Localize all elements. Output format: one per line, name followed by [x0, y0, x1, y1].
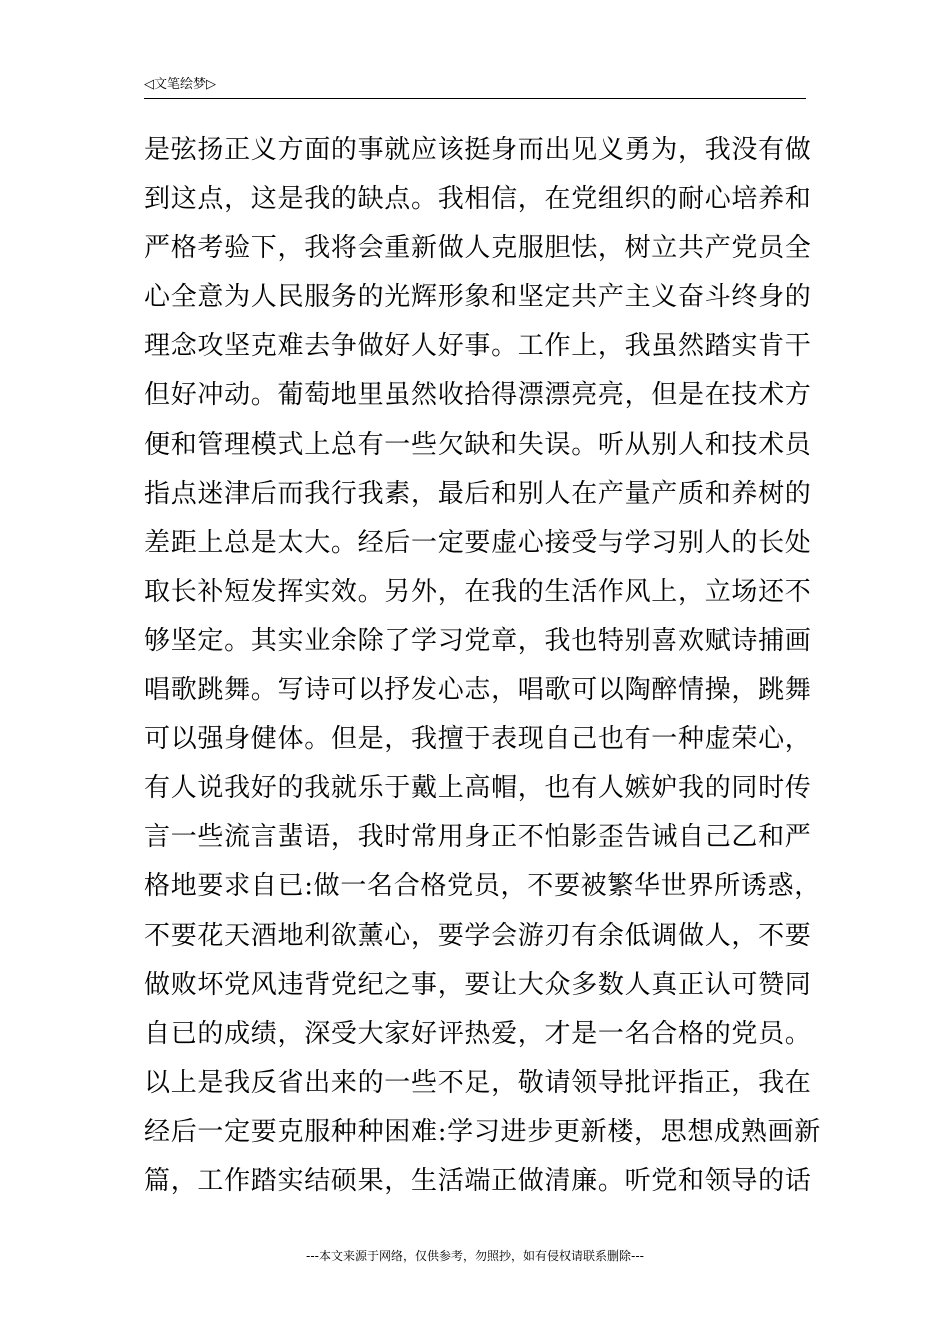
text-line: 唱歌跳舞。写诗可以抒发心志，唱歌可以陶醉情操，跳舞	[144, 675, 812, 706]
text-line: 做败坏党风违背党纪之事，要让大众多数人真正认可赞同	[144, 969, 812, 1000]
text-line: 不要花天酒地利欲薰心，要学会游刃有余低调做人，不要	[144, 920, 812, 951]
page-footer: ---本文来源于网络，仅供参考，勿照抄，如有侵权请联系删除---	[306, 1249, 644, 1263]
text-line: 到这点，这是我的缺点。我相信，在党组织的耐心培养和	[144, 184, 812, 215]
text-line: 差距上总是太大。经后一定要虚心接受与学习别人的长处	[144, 527, 812, 558]
text-line: 格地要求自已:做一名合格党员，不要被繁华世界所诱惑，	[144, 871, 821, 902]
text-line: 严格考验下，我将会重新做人克服胆怯，树立共产党员全	[144, 233, 812, 264]
text-line: 取长补短发挥实效。另外，在我的生活作风上，立场还不	[144, 576, 812, 607]
text-line: 指点迷津后而我行我素，最后和别人在产量产质和养树的	[144, 478, 812, 509]
text-line: 理念攻坚克难去争做好人好事。工作上，我虽然踏实肯干	[144, 331, 812, 362]
text-line: 但好冲动。葡萄地里虽然收拾得漂漂亮亮，但是在技术方	[144, 380, 812, 411]
text-line: 是弦扬正义方面的事就应该挺身而出见义勇为，我没有做	[144, 135, 812, 165]
text-line: 便和管理模式上总有一些欠缺和失误。听从别人和技术员	[144, 429, 812, 460]
text-line: 以上是我反省出来的一些不足，敬请领导批评指正，我在	[144, 1067, 812, 1098]
text-line: 够坚定。其实业余除了学习党章，我也特别喜欢赋诗捕画	[144, 625, 812, 656]
text-line: 言一些流言蜚语，我时常用身正不怕影歪告诫自己乙和严	[144, 822, 812, 853]
page-header	[144, 76, 806, 99]
text-line: 篇，工作踏实结硕果，生活端正做清廉。听党和领导的话	[144, 1165, 812, 1196]
text-line: 可以强身健体。但是，我擅于表现自己也有一种虚荣心，	[144, 724, 812, 755]
text-line: 经后一定要克服种种困难:学习进步更新楼，思想成熟画新	[144, 1116, 821, 1147]
text-line: 有人说我好的我就乐于戴上高帽，也有人嫉妒我的同时传	[144, 773, 812, 804]
text-line: 心全意为人民服务的光辉形象和坚定共产主义奋斗终身的	[144, 282, 812, 313]
text-line: 自已的成绩，深受大家好评热爱，才是一名合格的党员。	[144, 1018, 812, 1049]
document-body	[144, 126, 821, 1206]
header-title: ◁文笔绘梦▷	[144, 77, 216, 92]
